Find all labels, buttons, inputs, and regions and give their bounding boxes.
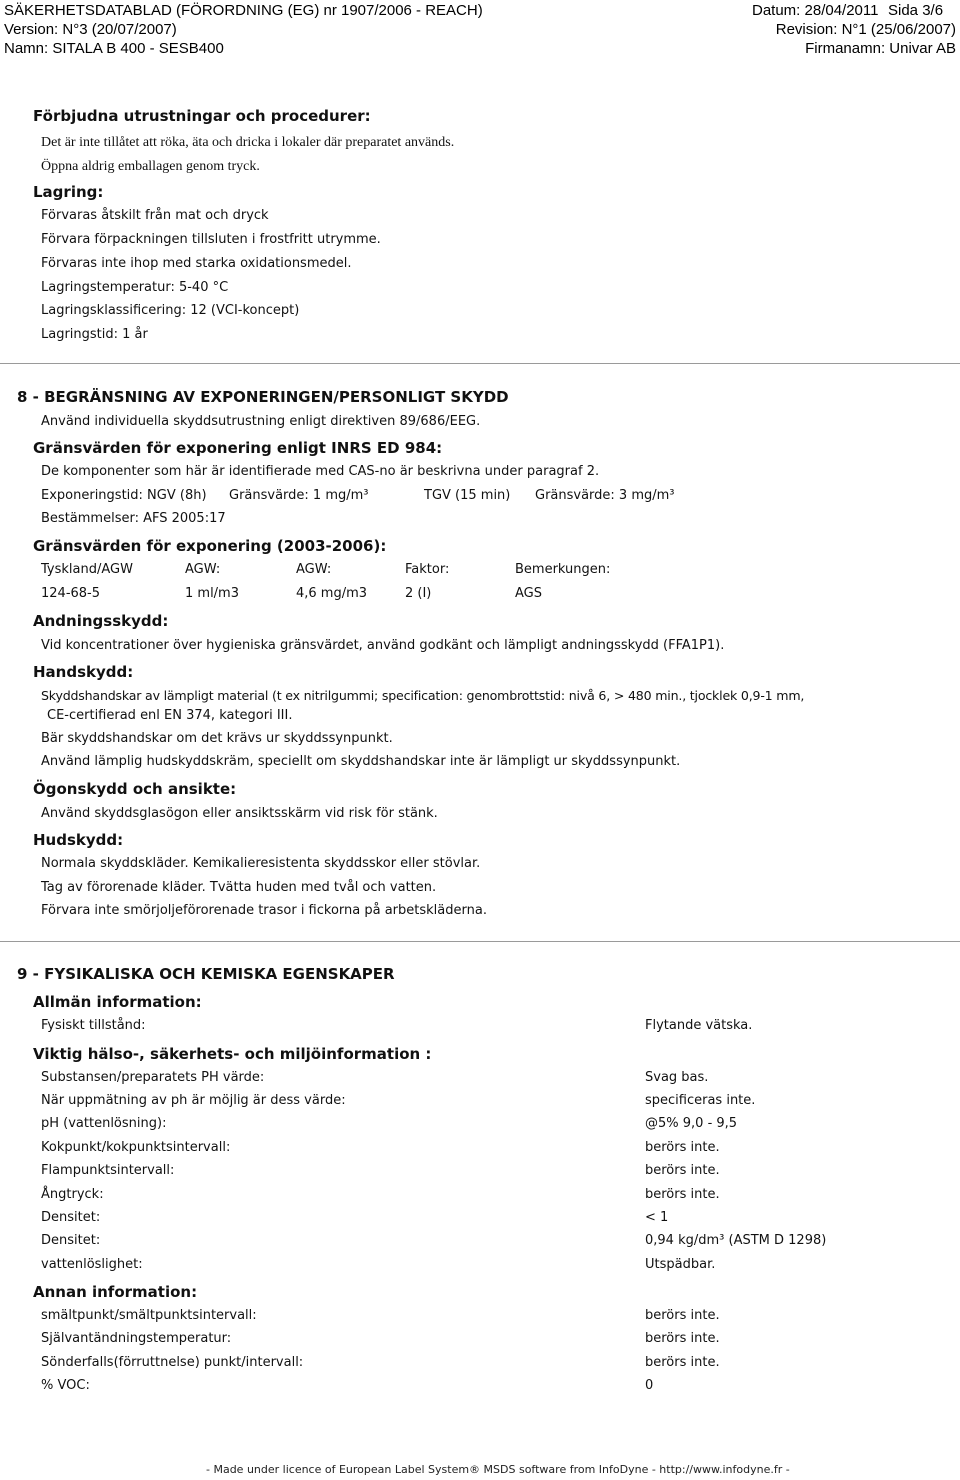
property-label: Sönderfalls(förruttnelse) punkt/intervall: xyxy=(41,1355,304,1370)
property-label: Kokpunkt/kokpunktsintervall: xyxy=(41,1140,231,1155)
storage-line: Lagringstemperatur: 5-40 °C xyxy=(41,280,229,295)
hand-line: Skyddshandskar av lämpligt material (t ex nitrilgummi; specification: genombrottstid: nivå 6, > 480 min., tjocklek 0,9-1 mm, xyxy=(41,688,805,703)
exposure-tgv-value: Gränsvärde: 3 mg/m³ xyxy=(535,488,675,503)
property-label: smältpunkt/smältpunktsintervall: xyxy=(41,1308,257,1323)
exposure-ngv: Exponeringstid: NGV (8h) xyxy=(41,488,207,503)
storage-line: Förvaras åtskilt från mat och dryck xyxy=(41,208,269,223)
storage-line: Förvaras inte ihop med starka oxidationsmedel. xyxy=(41,256,352,271)
property-value: Utspädbar. xyxy=(645,1257,716,1272)
property-value: berörs inte. xyxy=(645,1331,720,1346)
property-value: 0,94 kg/dm³ (ASTM D 1298) xyxy=(645,1233,827,1248)
prohibited-line: Öppna aldrig emballagen genom tryck. xyxy=(41,159,260,174)
property-value: berörs inte. xyxy=(645,1140,720,1155)
table-cell: 2 (I) xyxy=(405,586,432,601)
section-divider xyxy=(0,363,960,364)
storage-heading: Lagring: xyxy=(33,183,104,201)
table-cell: 1 ml/m3 xyxy=(185,586,239,601)
storage-line: Lagringsklassificering: 12 (VCI-koncept) xyxy=(41,303,300,318)
table-header-cell: AGW: xyxy=(185,562,221,577)
property-label: När uppmätning av ph är möjlig är dess värde: xyxy=(41,1093,346,1108)
property-value: berörs inte. xyxy=(645,1308,720,1323)
prohibited-heading: Förbjudna utrustningar och procedurer: xyxy=(33,107,371,125)
table-cell: 4,6 mg/m3 xyxy=(296,586,368,601)
section-8-intro: Använd individuella skyddsutrustning enligt direktiven 89/686/EEG. xyxy=(41,414,481,429)
revision-label: Revision: N°1 (25/06/2007) xyxy=(775,21,956,38)
skin-line: Tag av förorenade kläder. Tvätta huden med tvål och vatten. xyxy=(41,880,437,895)
exposure-table-heading: Gränsvärden för exponering (2003-2006): xyxy=(33,537,387,555)
version-label: Version: N°3 (20/07/2007) xyxy=(4,21,177,38)
table-header-cell: AGW: xyxy=(296,562,332,577)
other-heading: Annan information: xyxy=(33,1283,198,1301)
table-cell: AGS xyxy=(515,586,542,601)
respiratory-text: Vid koncentrationer över hygieniska gränsvärdet, använd godkänt och lämpligt andningsskydd (FFA1P1). xyxy=(41,638,725,653)
property-label: pH (vattenlösning): xyxy=(41,1116,167,1131)
property-value: berörs inte. xyxy=(645,1355,720,1370)
storage-line: Lagringstid: 1 år xyxy=(41,327,148,342)
exposure-ngv-value: Gränsvärde: 1 mg/m³ xyxy=(229,488,369,503)
skin-line: Normala skyddskläder. Kemikalieresistenta skyddsskor eller stövlar. xyxy=(41,856,481,871)
hand-line: Bär skyddshandskar om det krävs ur skyddssynpunkt. xyxy=(41,731,393,746)
section-divider xyxy=(0,941,960,942)
table-header-cell: Bemerkungen: xyxy=(515,562,611,577)
property-value: < 1 xyxy=(645,1210,669,1225)
product-name: Namn: SITALA B 400 - SESB400 xyxy=(4,40,224,57)
property-label: Ångtryck: xyxy=(41,1187,104,1202)
eye-heading: Ögonskydd och ansikte: xyxy=(33,780,237,798)
property-value: specificeras inte. xyxy=(645,1093,756,1108)
prohibited-line: Det är inte tillåtet att röka, äta och dricka i lokaler där preparatet används. xyxy=(41,135,455,150)
company-name: Firmanamn: Univar AB xyxy=(805,40,956,57)
property-value: Svag bas. xyxy=(645,1070,709,1085)
property-label: Självantändningstemperatur: xyxy=(41,1331,232,1346)
property-label: Substansen/preparatets PH värde: xyxy=(41,1070,265,1085)
section-8-heading: 8 - BEGRÄNSNING AV EXPONERINGEN/PERSONLIGT SKYDD xyxy=(17,388,509,406)
page-number: Sida 3/6 xyxy=(888,2,944,19)
property-label: Densitet: xyxy=(41,1210,101,1225)
property-value: berörs inte. xyxy=(645,1187,720,1202)
property-label: Fysiskt tillstånd: xyxy=(41,1018,146,1033)
table-cell: 124-68-5 xyxy=(41,586,101,601)
inrs-text: De komponenter som här är identifierade med CAS-no är beskrivna under paragraf 2. xyxy=(41,464,600,479)
exposure-tgv: TGV (15 min) xyxy=(424,488,511,503)
property-label: Flampunktsintervall: xyxy=(41,1163,175,1178)
table-header-cell: Faktor: xyxy=(405,562,450,577)
health-heading: Viktig hälso-, säkerhets- och miljöinformation : xyxy=(33,1045,432,1063)
document-title: SÄKERHETSDATABLAD (FÖRORDNING (EG) nr 1907/2006 - REACH) xyxy=(4,2,483,19)
general-heading: Allmän information: xyxy=(33,993,202,1011)
respiratory-heading: Andningsskydd: xyxy=(33,612,169,630)
date-label: Datum: 28/04/2011 xyxy=(752,2,879,19)
section-9-heading: 9 - FYSIKALISKA OCH KEMISKA EGENSKAPER xyxy=(17,965,395,983)
hand-line: Använd lämplig hudskyddskräm, speciellt om skyddshandskar inte är lämpligt ur skyddssynpunkt. xyxy=(41,754,681,769)
regulations: Bestämmelser: AFS 2005:17 xyxy=(41,511,226,526)
property-label: % VOC: xyxy=(41,1378,90,1393)
footer-text: - Made under licence of European Label System® MSDS software from InfoDyne - http://www.infodyne.fr - xyxy=(206,1463,790,1476)
property-label: Densitet: xyxy=(41,1233,101,1248)
property-value: @5% 9,0 - 9,5 xyxy=(645,1116,738,1131)
hand-line: CE-certifierad enl EN 374, kategori III. xyxy=(47,708,293,723)
eye-text: Använd skyddsglasögon eller ansiktsskärm vid risk för stänk. xyxy=(41,806,438,821)
storage-line: Förvara förpackningen tillsluten i frostfritt utrymme. xyxy=(41,232,381,247)
property-value: berörs inte. xyxy=(645,1163,720,1178)
property-value: Flytande vätska. xyxy=(645,1018,753,1033)
inrs-heading: Gränsvärden för exponering enligt INRS ED 984: xyxy=(33,439,443,457)
property-value: 0 xyxy=(645,1378,654,1393)
skin-heading: Hudskydd: xyxy=(33,831,124,849)
hand-heading: Handskydd: xyxy=(33,663,134,681)
skin-line: Förvara inte smörjoljeförorenade trasor i fickorna på arbetskläderna. xyxy=(41,903,487,918)
table-header-cell: Tyskland/AGW xyxy=(41,562,133,577)
property-label: vattenlöslighet: xyxy=(41,1257,143,1272)
